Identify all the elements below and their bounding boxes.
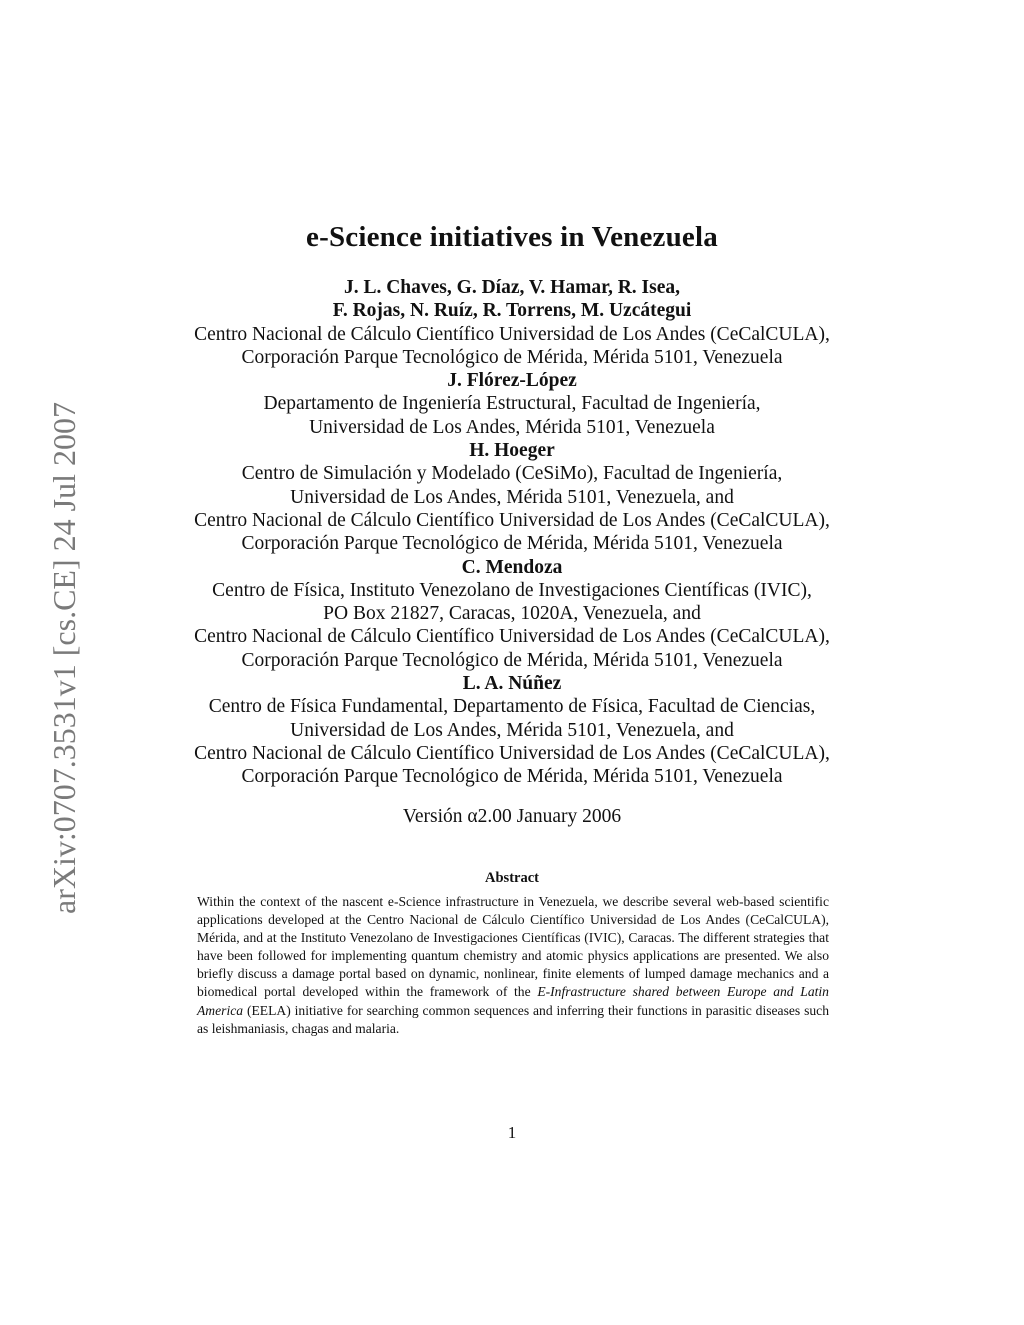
abstract-heading: Abstract <box>485 870 539 886</box>
author-line: F. Rojas, N. Ruíz, R. Torrens, M. Uzcátegui <box>332 300 692 322</box>
author-line: J. L. Chaves, G. Díaz, V. Hamar, R. Isea, <box>343 277 681 298</box>
page-number: 1 <box>507 1123 517 1142</box>
abstract-text-part2: (EELA) initiative for searching common sequences and inferring their functions in parasitic diseases such as leishmaniasis, chagas and malaria. <box>197 1002 829 1036</box>
author-line: L. A. Núñez <box>462 673 562 695</box>
affiliation-line: Centro Nacional de Cálculo Científico Universidad de Los Andes (CeCalCULA), <box>194 323 830 345</box>
author-line: J. Flórez-López <box>447 370 577 392</box>
affiliation-line: Universidad de Los Andes, Mérida 5101, Venezuela <box>309 416 715 438</box>
affiliation-line: Departamento de Ingeniería Estructural, Facultad de Ingeniería, <box>263 393 761 415</box>
arxiv-identifier-stamp: arXiv:0707.3531v1 [cs.CE] 24 Jul 2007 <box>46 402 82 914</box>
affiliation-line: Corporación Parque Tecnológico de Mérida, Mérida 5101, Venezuela <box>241 346 783 368</box>
affiliation-line: Universidad de Los Andes, Mérida 5101, Venezuela, and <box>290 486 734 508</box>
abstract-text-part1: Within the context of the nascent e-Science infrastructure in Venezuela, we describe several web-based scientific applications developed at the Centro Nacional de Cálculo Científico Universidad de Los Andes (CeCalCULA), Mérida, and at the Instituto Venezolano de Investigaciones Científicas (IVIC), Caracas. The different strategies that have been followed for implementing quantum chemistry and atomic physics applications are presented. We also briefly discuss a damage portal based on dynamic, nonlinear, finite elements of lumped damage mechanics and a biomedical portal developed within the framework of the <box>197 894 829 1000</box>
affiliation-line: PO Box 21827, Caracas, 1020A, Venezuela, and <box>323 603 701 625</box>
affiliation-line: Corporación Parque Tecnológico de Mérida, Mérida 5101, Venezuela <box>241 766 783 788</box>
affiliation-line: Centro de Simulación y Modelado (CeSiMo), Facultad de Ingeniería, <box>241 463 783 485</box>
affiliation-line: Centro Nacional de Cálculo Científico Universidad de Los Andes (CeCalCULA), <box>194 509 830 531</box>
paper-title: e-Science initiatives in Venezuela <box>306 221 718 253</box>
abstract-text <box>197 893 829 1038</box>
affiliation-line: Centro Nacional de Cálculo Científico Universidad de Los Andes (CeCalCULA), <box>194 742 830 764</box>
authors-affiliations <box>0 276 1024 789</box>
author-line: H. Hoeger <box>469 440 555 462</box>
affiliation-line: Centro Nacional de Cálculo Científico Universidad de Los Andes (CeCalCULA), <box>194 626 830 648</box>
abstract-text-italic: E-Infrastructure shared between Europe and Latin America <box>197 984 829 1018</box>
version-date: Versión α2.00 January 2006 <box>402 806 622 827</box>
affiliation-line: Centro de Física Fundamental, Departamento de Física, Facultad de Ciencias, <box>208 696 816 718</box>
affiliation-line: Corporación Parque Tecnológico de Mérida, Mérida 5101, Venezuela <box>241 649 783 671</box>
affiliation-line: Universidad de Los Andes, Mérida 5101, Venezuela, and <box>290 719 734 741</box>
affiliation-line: Centro de Física, Instituto Venezolano de Investigaciones Científicas (IVIC), <box>212 579 812 601</box>
author-line: C. Mendoza <box>461 556 563 578</box>
affiliation-line: Corporación Parque Tecnológico de Mérida, Mérida 5101, Venezuela <box>241 533 783 555</box>
